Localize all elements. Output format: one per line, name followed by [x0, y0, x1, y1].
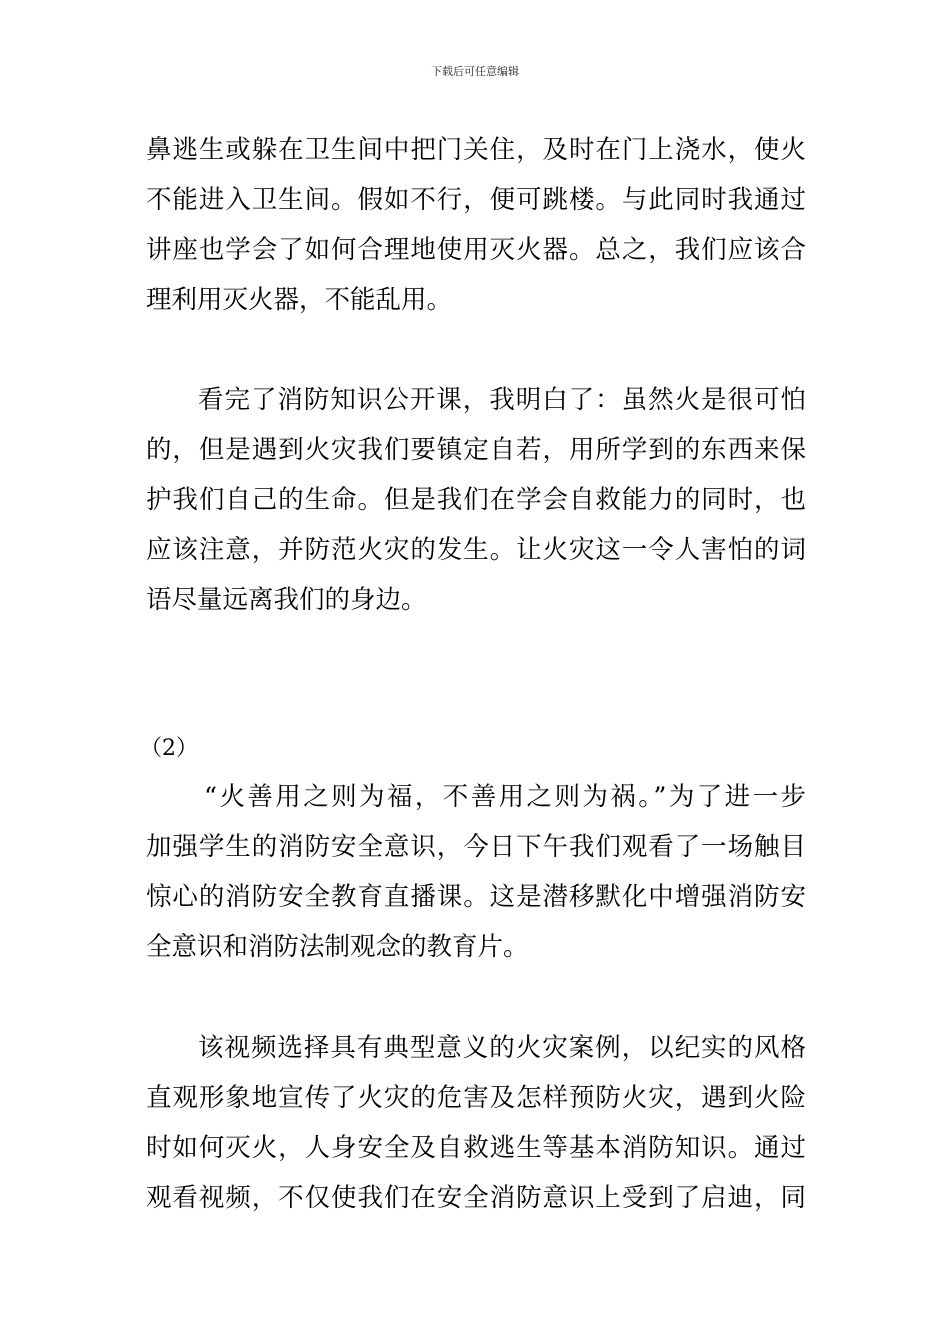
text-line: 的，但是遇到火灾我们要镇定自若，用所学到的东西来保: [146, 435, 806, 465]
text-line: 应该注意，并防范火灾的发生。让火灾这一令人害怕的词: [146, 535, 806, 565]
page-header: 下载后可任意编辑: [431, 65, 519, 78]
text-line: 直观形象地宣传了火灾的危害及怎样预防火灾，遇到火险: [146, 1083, 806, 1113]
text-line: 惊心的消防安全教育直播课。这是潜移默化中增强消防安: [146, 882, 806, 912]
text-line: 不能进入卫生间。假如不行，便可跳楼。与此同时我通过: [146, 185, 806, 215]
section-number: （2）: [140, 736, 198, 761]
text-line: 看完了消防知识公开课，我明白了：虽然火是很可怕: [198, 385, 806, 415]
text-line: 加强学生的消防安全意识，今日下午我们观看了一场触目: [146, 832, 806, 862]
text-line: 鼻逃生或躲在卫生间中把门关住，及时在门上浇水，使火: [146, 135, 806, 165]
text-line: 观看视频，不仅使我们在安全消防意识上受到了启迪，同: [146, 1183, 806, 1213]
text-line: 语尽量远离我们的身边。: [146, 585, 427, 615]
text-line: 理利用灭火器，不能乱用。: [146, 285, 453, 315]
text-line: 全意识和消防法制观念的教育片。: [146, 932, 529, 962]
text-line: “火善用之则为福，不善用之则为祸。”为了进一步: [204, 782, 806, 812]
text-line: 该视频选择具有典型意义的火灾案例，以纪实的风格: [198, 1033, 806, 1063]
text-line: 护我们自己的生命。但是我们在学会自救能力的同时，也: [146, 485, 806, 515]
text-line: 讲座也学会了如何合理地使用灭火器。总之，我们应该合: [146, 235, 806, 265]
text-line: 时如何灭火，人身安全及自救逃生等基本消防知识。通过: [146, 1133, 806, 1163]
